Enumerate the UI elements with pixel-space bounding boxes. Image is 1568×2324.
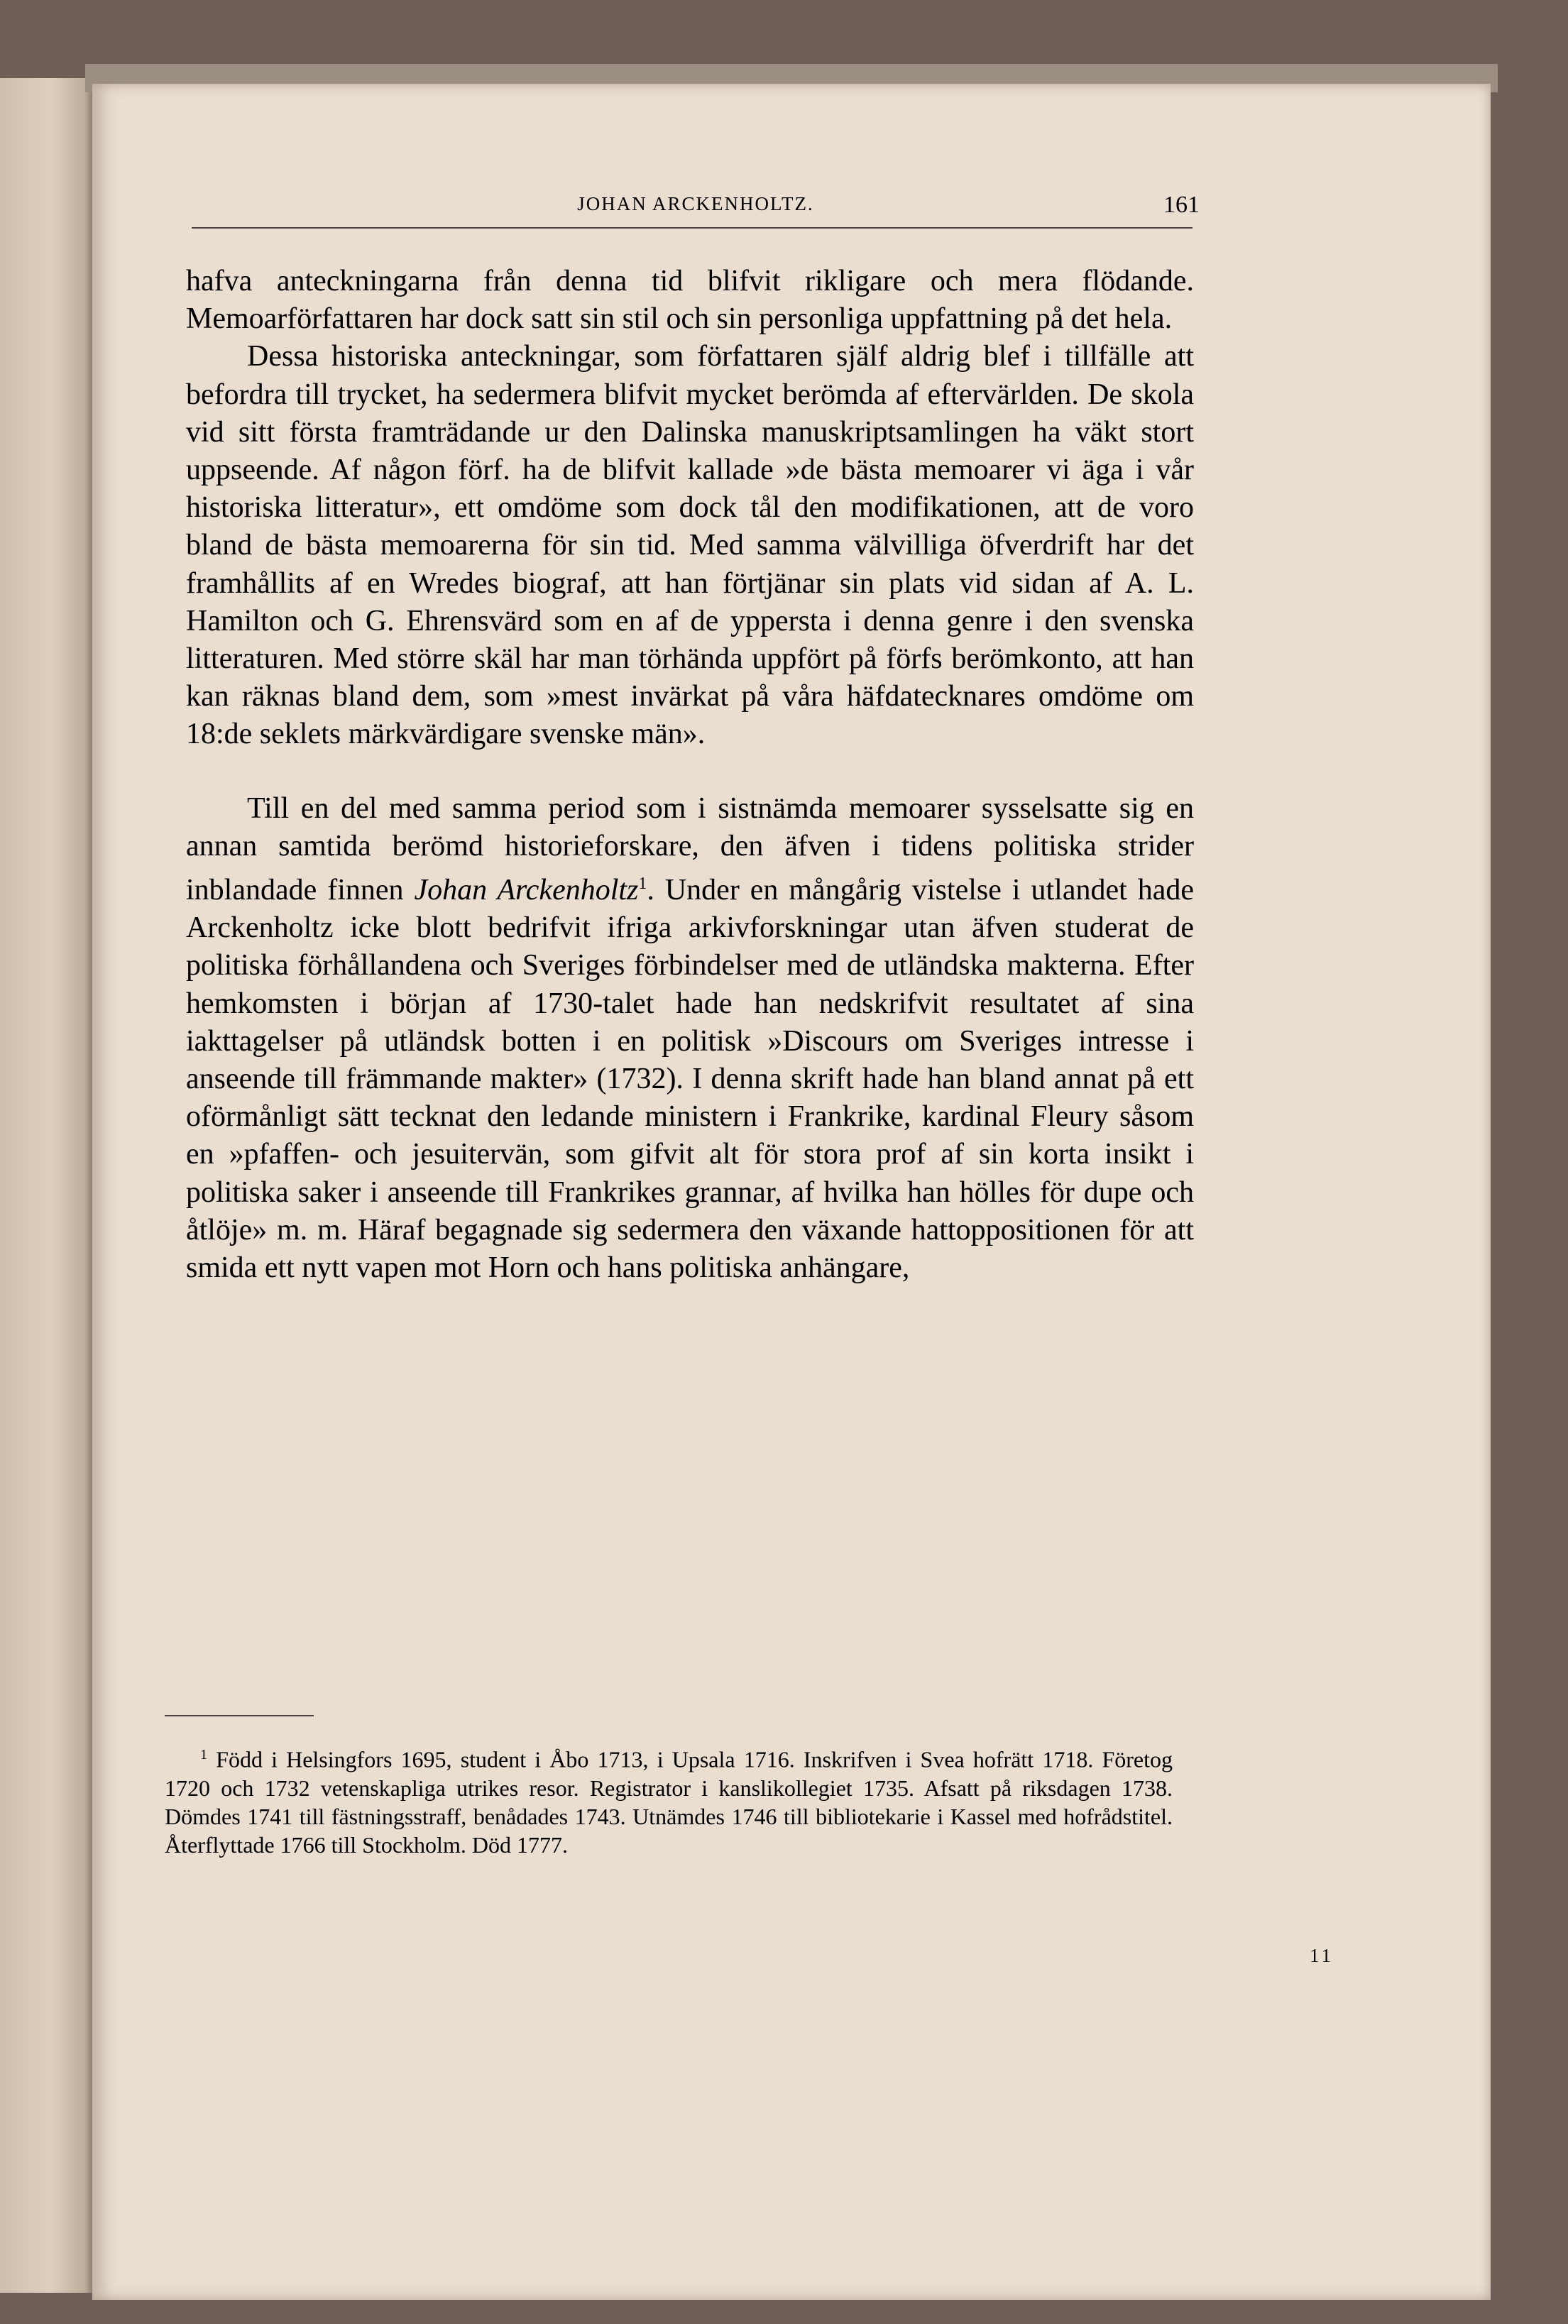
footnote-rule [165, 1715, 314, 1716]
paragraph-1: hafva anteckningarna från denna tid blifvit rikligare och mera flödande. Memoarförfattaren har dock satt sin stil och sin personliga uppfattning på det hela. [186, 265, 1194, 336]
person-name-italic: Johan Arckenholtz [414, 874, 639, 907]
footnote-text: Född i Helsingfors 1695, student i Åbo 1713, i Upsala 1716. Inskrifven i Svea hofrätt 1718. Företog 1720 och 1732 vetenskapliga utrikes resor. Registrator i kanslikollegiet 1735. Afsatt på riksdagen 1738. Dömdes 1741 till fästningsstraff, benådades 1743. Utnämdes 1746 till bibliotekarie i Kassel med hofrådstitel. Återflyttade 1766 till Stockholm. Död 1777. [165, 1746, 1173, 1858]
paragraph-3 [186, 790, 1194, 1288]
paragraph-3-rest: . Under en mångårig vistelse i utlandet hade Arckenholtz icke blott bedrifvit ifriga arkivforskningar utan äfven studerat de politiska förhållandena och Sveriges förbindelser med de utländska makterna. Efter hemkomsten i början af 1730-talet hade han nedskrifvit resultatet af sina iakttagelser på utländsk botten i en politisk »Discours om Sveriges intresse i anseende till främmande makter» (1732). I denna skrift hade han bland annat på ett oförmånligt sätt tecknat den ledande ministern i Frankrike, kardinal Fleury såsom en »pfaffen- och jesuitervän, som gifvit alt för stora prof af sin korta insikt i politiska saker i anseende till Frankrikes grannar, af hvilka han hölles för dupe och åtlöje» m. m. Häraf begagnade sig sedermera den växande hattoppositionen för att smida ett nytt vapen mot Horn och hans politiska anhängare, [186, 874, 1195, 1285]
paragraph-2: Dessa historiska anteckningar, som författaren själf aldrig blef i tillfälle att befordra till trycket, ha sedermera blifvit mycket berömda af eftervärlden. De skola vid sitt första framträdande ur den Dalinska manuskriptsamlingen ha väkt stort uppseende. Af någon förf. ha de blifvit kallade »de bästa memoarer vi äga i vår historiska litteratur», ett omdöme som dock tål den modifikationen, att de voro bland de bästa memoarerna för sin tid. Med samma välvilliga öfverdrift har det framhållits af en Wredes biograf, att han förtjänar sin plats vid sidan af A. L. Hamilton och G. Ehrensvärd som en af de yppersta i denna genre i den svenska litteraturen. Med större skäl har man törhända uppfört på förfs berömkonto, att han kan räknas bland dem, som »mest invärkat på våra häfdatecknares omdöme om 18:de seklets märkvärdigare svenske män». [186, 340, 1194, 751]
page-number: 161 [1163, 192, 1200, 218]
running-title: JOHAN ARCKENHOLTZ. [577, 193, 814, 214]
printer-signature: 11 [1310, 1945, 1334, 1966]
paragraph-3-lead: Till en del med samma period som i sistnämda memoarer sysselsatte sig en annan samtida berömd historieforskare, den äfven i tidens politiska strider inblandade finnen [186, 791, 1194, 907]
footnote [165, 1741, 1173, 1859]
header-rule [192, 227, 1193, 229]
body-text [186, 263, 1194, 1287]
running-header [192, 192, 1200, 224]
footnote-marker: 1 [200, 1747, 207, 1763]
facing-page-edge [0, 78, 92, 2293]
footnote-reference: 1 [638, 875, 647, 894]
